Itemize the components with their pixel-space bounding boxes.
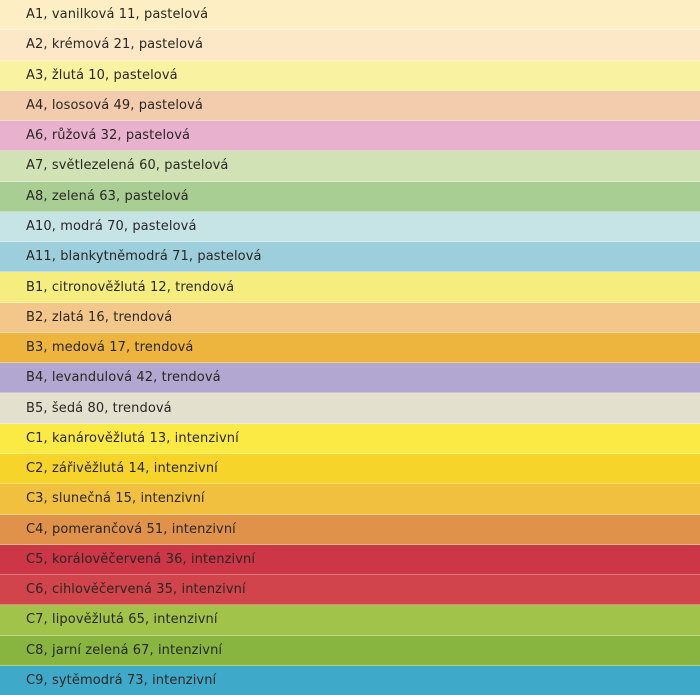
swatch-row: [0, 91, 700, 121]
swatch-label: B5, šedá 80, trendová: [26, 400, 172, 416]
swatch-label: A10, modrá 70, pastelová: [26, 218, 197, 234]
swatch-row: [0, 575, 700, 605]
swatch-row: [0, 272, 700, 302]
swatch-row: [0, 0, 700, 30]
swatch-label: B2, zlatá 16, trendová: [26, 309, 173, 325]
swatch-row: [0, 182, 700, 212]
swatch-row: [0, 121, 700, 151]
swatch-row: [0, 424, 700, 454]
swatch-row: [0, 363, 700, 393]
swatch-label: A4, lososová 49, pastelová: [26, 97, 203, 113]
swatch-row: [0, 454, 700, 484]
swatch-label: B1, citronověžlutá 12, trendová: [26, 279, 235, 295]
swatch-label: C2, zářivěžlutá 14, intenzivní: [26, 461, 218, 477]
swatch-label: C6, cihlověčervená 35, intenzivní: [26, 582, 246, 598]
swatch-row: [0, 636, 700, 666]
swatch-row: [0, 484, 700, 514]
swatch-label: C1, kanárověžlutá 13, intenzivní: [26, 430, 239, 446]
swatch-row: [0, 333, 700, 363]
swatch-row: [0, 666, 700, 695]
swatch-row: [0, 61, 700, 91]
swatch-row: [0, 545, 700, 575]
swatch-label: B4, levandulová 42, trendová: [26, 370, 221, 386]
swatch-label: A2, krémová 21, pastelová: [26, 37, 204, 53]
swatch-label: B3, medová 17, trendová: [26, 340, 194, 356]
swatch-label: C3, slunečná 15, intenzivní: [26, 491, 205, 507]
swatch-label: C9, sytěmodrá 73, intenzivní: [26, 672, 217, 688]
swatch-row: [0, 393, 700, 423]
swatch-row: [0, 242, 700, 272]
swatch-row: [0, 303, 700, 333]
swatch-label: A1, vanilková 11, pastelová: [26, 7, 209, 23]
swatch-row: [0, 605, 700, 635]
swatch-label: C7, lipověžlutá 65, intenzivní: [26, 612, 218, 628]
swatch-label: A8, zelená 63, pastelová: [26, 188, 189, 204]
swatch-label: A11, blankytněmodrá 71, pastelová: [26, 249, 262, 265]
swatch-label: A6, růžová 32, pastelová: [26, 128, 191, 144]
swatch-row: [0, 151, 700, 181]
swatch-label: A7, světlezelená 60, pastelová: [26, 158, 229, 174]
swatch-row: [0, 515, 700, 545]
swatch-row: [0, 30, 700, 60]
swatch-label: C4, pomerančová 51, intenzivní: [26, 521, 236, 537]
swatch-label: C8, jarní zelená 67, intenzivní: [26, 642, 223, 658]
swatch-row: [0, 212, 700, 242]
swatch-label: C5, korálověčervená 36, intenzivní: [26, 551, 256, 567]
swatch-label: A3, žlutá 10, pastelová: [26, 67, 178, 83]
